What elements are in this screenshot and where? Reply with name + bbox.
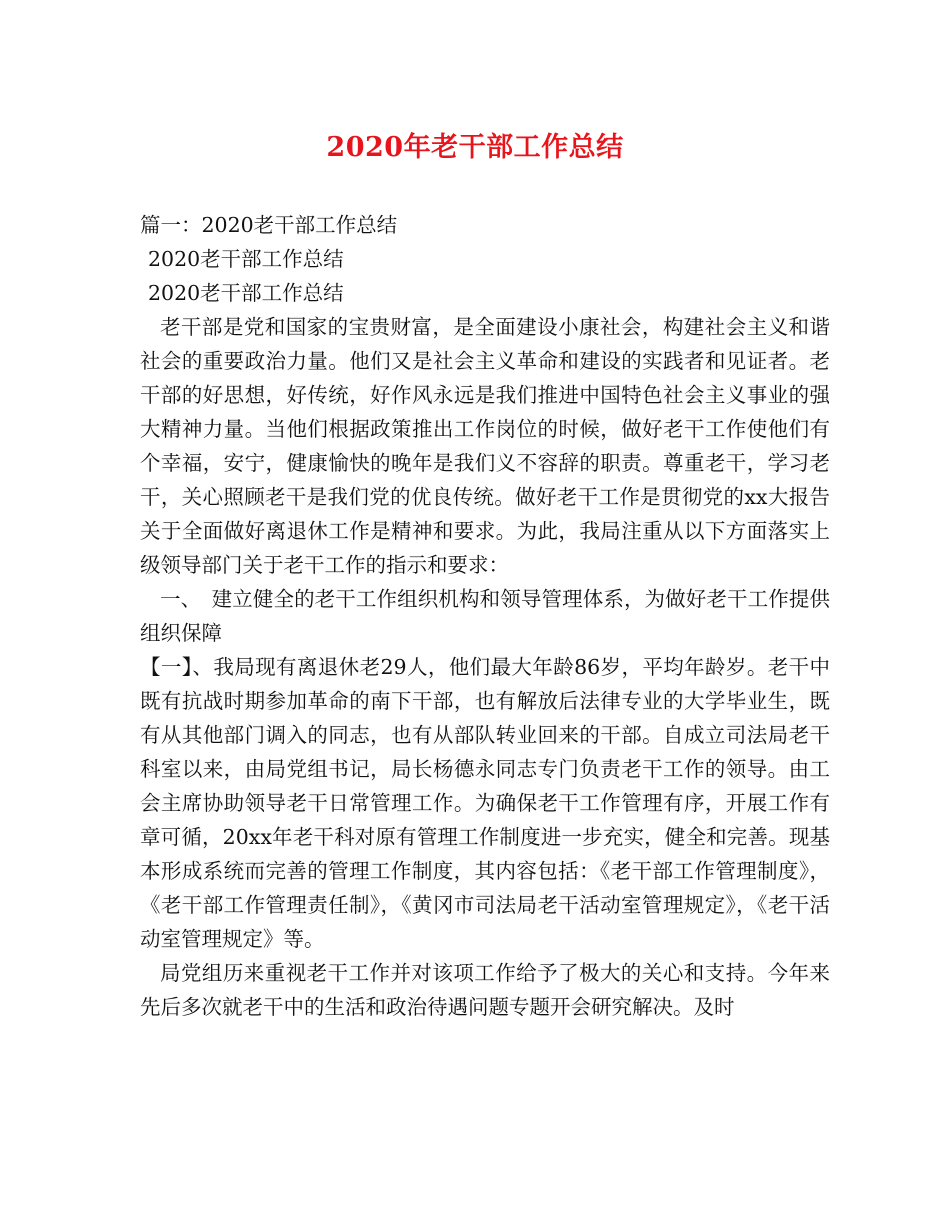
section-heading-paragraph: 一、 建立健全的老干工作组织机构和领导管理体系，为做好老干工作提供组织保障: [140, 587, 830, 645]
document-body: [140, 208, 830, 1024]
document-title: 2020年老干部工作总结: [326, 132, 624, 163]
body-paragraph: 局党组历来重视老干工作并对该项工作给予了极大的关心和支持。今年来先后多次就老干中的生活和政治待遇问题专题开会研究解决。及时: [140, 961, 830, 1019]
body-paragraph: 老干部是党和国家的宝贵财富，是全面建设小康社会，构建社会主义和谐社会的重要政治力量。他们又是社会主义革命和建设的实践者和见证者。老干部的好思想，好传统，好作风永远是我们推进中国特色社会主义事业的强大精神力量。当他们根据政策推出工作岗位的时候，做好老干工作使他们有个幸福，安宁，健康愉快的晚年是我们义不容辞的职责。尊重老干，学习老干，关心照顾老干是我们党的优良传统。做好老干工作是贯彻党的xx大报告关于全面做好离退休工作是精神和要求。为此，我局注重从以下方面落实上级领导部门关于老干工作的指示和要求：: [140, 315, 830, 577]
section-heading: 篇一：2020老干部工作总结: [140, 213, 398, 237]
subheading: 2020老干部工作总结: [148, 281, 344, 305]
body-paragraph: 【一】、我局现有离退休老29人，他们最大年龄86岁，平均年龄岁。老干中既有抗战时期参加革命的南下干部，也有解放后法律专业的大学毕业生，既有从其他部门调入的同志，也有从部队转业回来的干部。自成立司法局老干科室以来，由局党组书记，局长杨德永同志专门负责老干工作的领导。由工会主席协助领导老干日常管理工作。为确保老干工作管理有序，开展工作有章可循，20xx年老干科对原有管理工作制度进一步充实，健全和完善。现基本形成系统而完善的管理工作制度，其内容包括：《老干部工作管理制度》，《老干部工作管理责任制》，《黄冈市司法局老干活动室管理规定》，《老干活动室管理规定》等。: [140, 655, 830, 951]
subheading: 2020老干部工作总结: [148, 247, 344, 271]
